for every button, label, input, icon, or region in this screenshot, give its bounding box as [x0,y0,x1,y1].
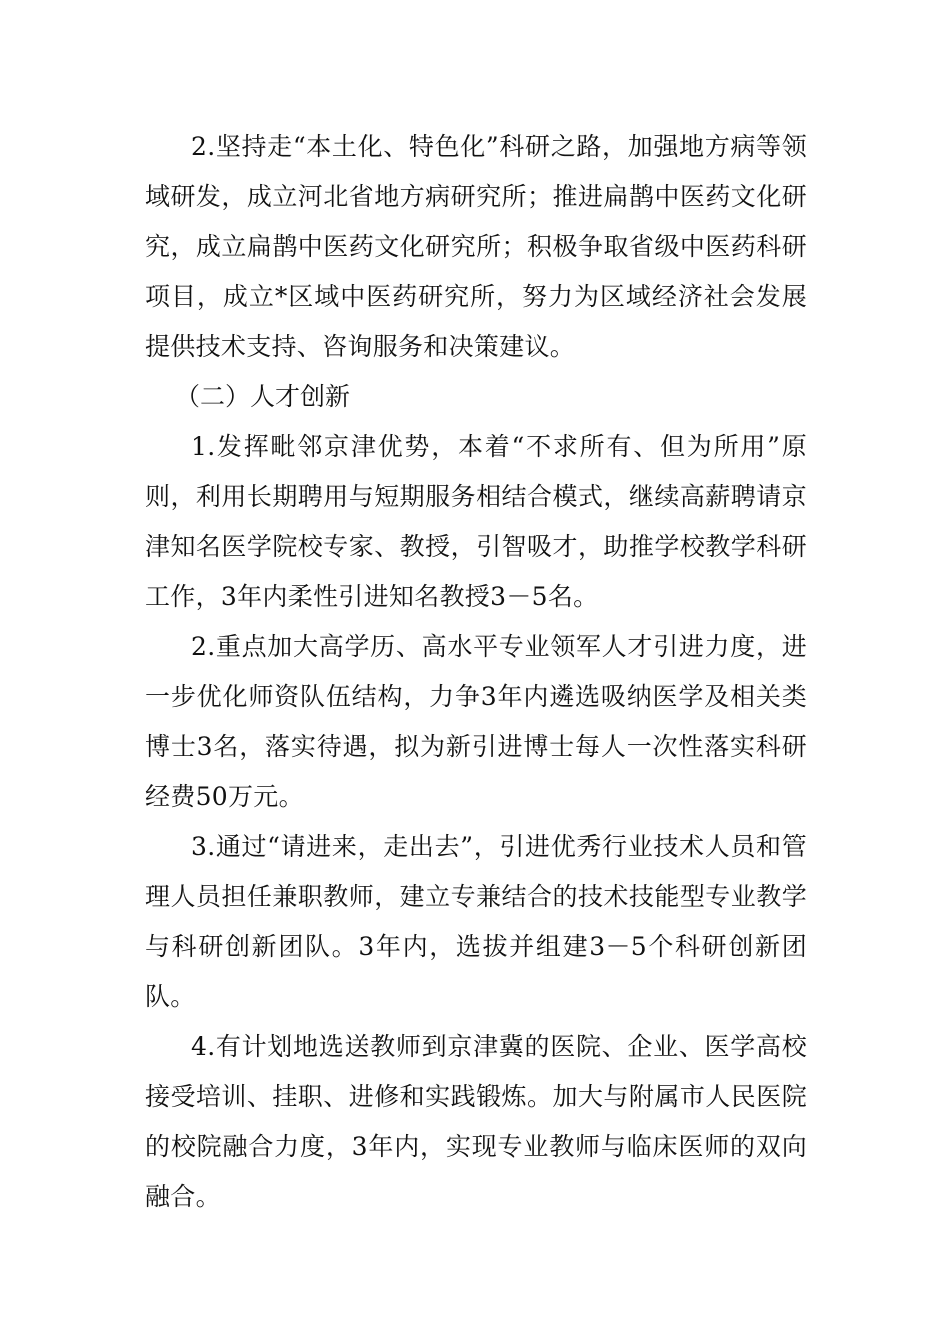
paragraph-talent-3: 3.通过“请进来，走出去”，引进优秀行业技术人员和管理人员担任兼职教师，建立专兼结合的技术技能型专业教学与科研创新团队。3年内，选拔并组建3－5个科研创新团队。 [145,832,807,1011]
paragraph-talent-2: 2.重点加大高学历、高水平专业领军人才引进力度，进一步优化师资队伍结构，力争3年内遴选吸纳医学及相关类博士3名，落实待遇，拟为新引进博士每人一次性落实科研经费50万元。 [145,632,807,811]
section-heading-talent-innovation: （二）人才创新 [175,382,351,411]
paragraph-talent-4: 4.有计划地选送教师到京津冀的医院、企业、医学高校接受培训、挂职、进修和实践锻炼。加大与附属市人民医院的校院融合力度，3年内，实现专业教师与临床医师的双向融合。 [145,1032,807,1211]
paragraph-talent-1: 1.发挥毗邻京津优势，本着“不求所有、但为所用”原则，利用长期聘用与短期服务相结合模式，继续高薪聘请京津知名医学院校专家、教授，引智吸才，助推学校教学科研工作，3年内柔性引进知名教授3－5名。 [145,432,807,611]
paragraph-research-localization: 2.坚持走“本土化、特色化”科研之路，加强地方病等领域研发，成立河北省地方病研究所；推进扁鹊中医药文化研究，成立扁鹊中医药文化研究所；积极争取省级中医药科研项目，成立*区域中医药研究所，努力为区域经济社会发展提供技术支持、咨询服务和决策建议。 [145,132,807,361]
document-page [145,122,807,1222]
